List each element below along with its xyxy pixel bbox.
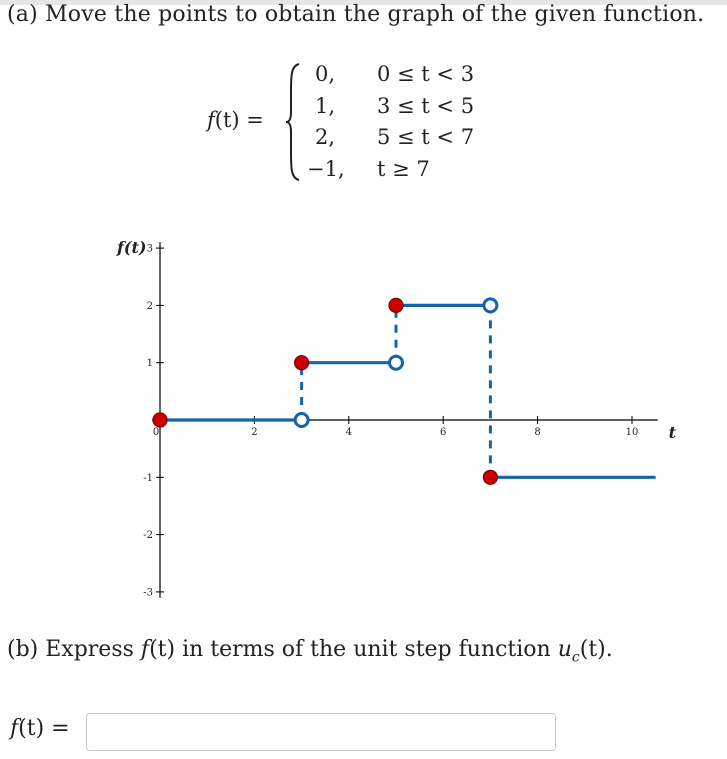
case-condition: 3 ≤ t < 5 — [377, 94, 475, 118]
part-b-fn: f — [140, 637, 150, 662]
answer-label — [10, 716, 70, 741]
open-point — [390, 356, 403, 369]
x-tick-label: 6 — [440, 427, 447, 438]
lhs-arg: (t) — [214, 108, 240, 132]
part-b-instruction — [7, 637, 613, 665]
case-value: 0, — [315, 62, 336, 86]
answer-input[interactable] — [86, 713, 556, 751]
answer-fn: f — [10, 716, 19, 741]
open-point — [484, 299, 497, 312]
part-b-prefix: (b) Express — [7, 637, 141, 662]
case-value: 1, — [315, 94, 336, 118]
part-b-end: (t). — [579, 637, 613, 662]
part-b-u: u — [557, 637, 572, 662]
case-condition: 0 ≤ t < 3 — [377, 62, 475, 86]
closed-point-handle — [153, 413, 167, 427]
part-b-middle: in terms of the unit step function — [175, 637, 558, 662]
y-tick-label: -2 — [143, 530, 153, 542]
answer-arg: (t) — [18, 716, 45, 741]
case-value: 2, — [315, 125, 336, 149]
case-condition: t ≥ 7 — [377, 157, 430, 181]
x-tick-label: 0 — [152, 427, 160, 438]
answer-equals: = — [44, 716, 70, 741]
y-tick-label: 1 — [146, 358, 153, 370]
y-tick-label: -3 — [143, 587, 153, 599]
y-axis-label: f(t) — [117, 238, 147, 258]
x-tick-label: 4 — [345, 427, 352, 438]
y-tick-label: 3 — [146, 243, 153, 255]
lhs-fn: f — [207, 108, 215, 132]
left-brace-icon — [285, 62, 301, 182]
case-value: −1, — [307, 157, 345, 181]
part-b-sub: c — [571, 649, 580, 666]
y-tick-label: -1 — [143, 472, 153, 484]
open-point — [295, 414, 308, 427]
x-tick-label: 2 — [251, 427, 258, 438]
part-b-arg: (t) — [149, 637, 176, 662]
part-a-instruction: (a) Move the points to obtain the graph of the given function. — [7, 2, 705, 27]
x-tick-label: 10 — [625, 427, 639, 438]
x-axis-label: t — [668, 423, 676, 442]
case-condition: 5 ≤ t < 7 — [377, 125, 475, 149]
piecewise-lhs — [207, 108, 264, 132]
x-tick-label: 8 — [534, 427, 541, 438]
y-tick-label: 2 — [146, 300, 153, 312]
piecewise-definition — [207, 58, 507, 188]
step-function-graph[interactable] — [0, 230, 727, 610]
lhs-equals: = — [239, 108, 264, 132]
closed-point-handle — [295, 356, 309, 370]
closed-point-handle — [483, 470, 497, 484]
closed-point-handle — [389, 298, 403, 312]
